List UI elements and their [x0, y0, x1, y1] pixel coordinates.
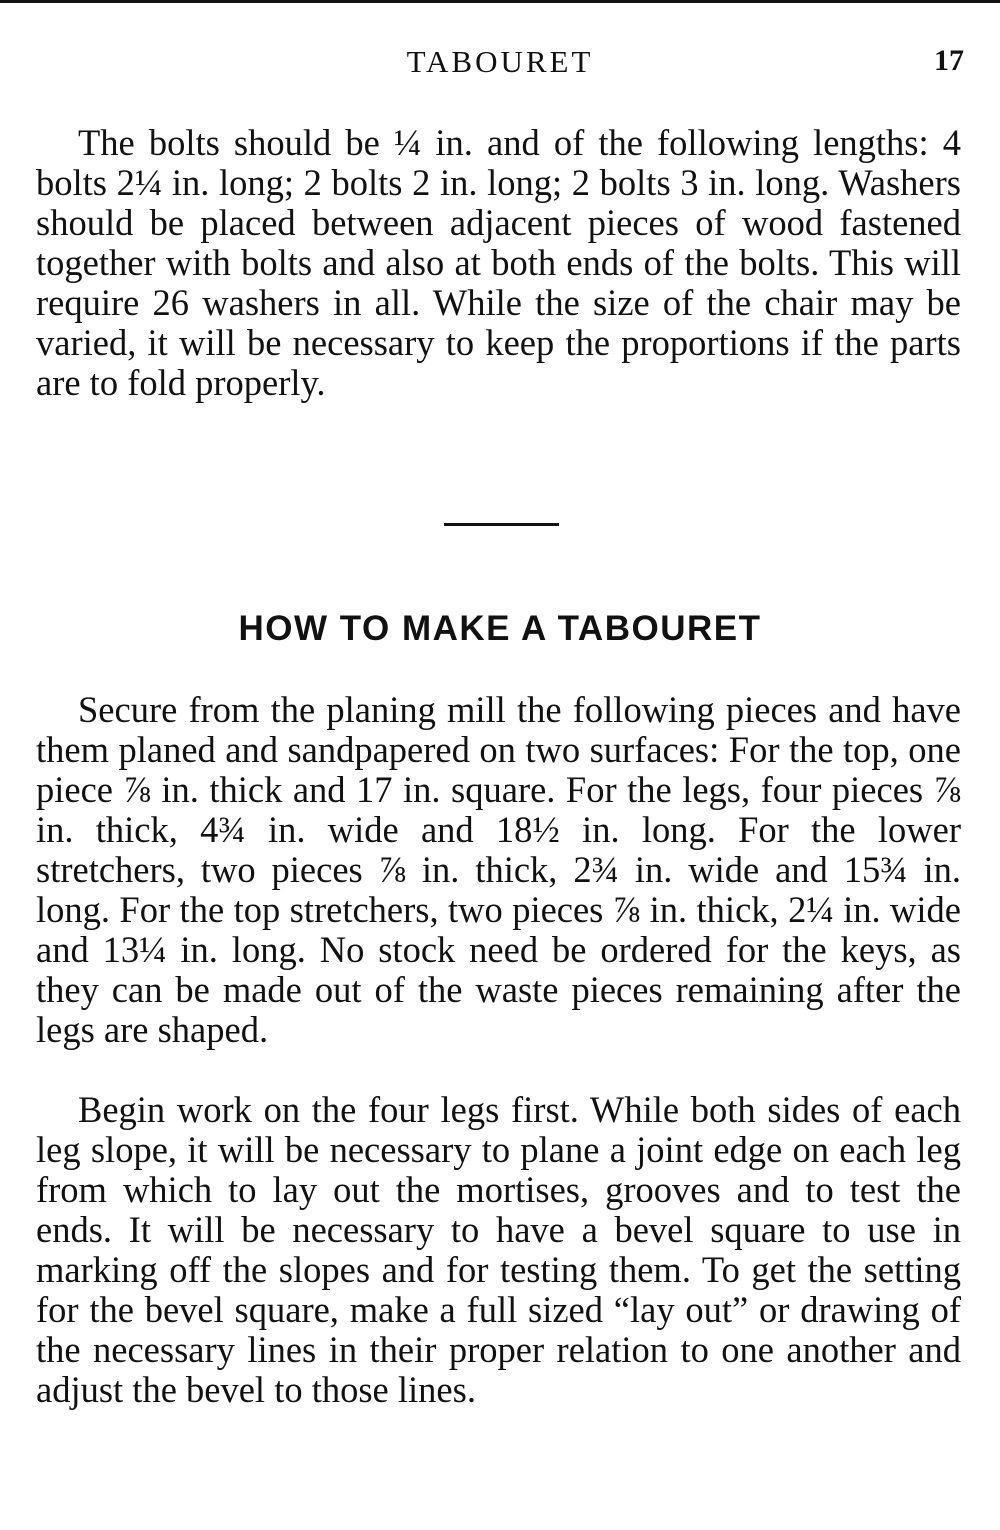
section-divider-rule	[444, 523, 559, 526]
body-paragraph-legs: Begin work on the four legs first. While both sides of each leg slope, it will be necessary to plane a joint edge on each leg from which to lay out the mortises, grooves and to test the ends. It will be necessary to have a bevel square to use in marking off the slopes and for testing them. To get the setting for the bevel square, make a full sized “lay out” or drawing of the necessary lines in their proper relation to one another and adjust the bevel to those lines.	[36, 1089, 961, 1410]
top-border-rule	[0, 0, 1000, 3]
running-header	[0, 44, 1000, 84]
section-heading: HOW TO MAKE A TABOURET	[238, 609, 762, 648]
body-paragraph-materials: Secure from the planing mill the following pieces and have them planed and sandpapered on two surfaces: For the top, one piece ⅞ in. thick and 17 in. square. For the legs, four pieces ⅞ in. thick, 4¾ in. wide and 18½ in. long. For the lower stretchers, two pieces ⅞ in. thick, 2¾ in. wide and 15¾ in. long. For the top stretchers, two pieces ⅞ in. thick, 2¼ in. wide and 13¼ in. long. No stock need be ordered for the keys, as they can be made out of the waste pieces remaining after the legs are shaped.	[36, 689, 961, 1050]
running-title: TABOURET	[406, 44, 594, 79]
body-paragraph-bolts: The bolts should be ¼ in. and of the following lengths: 4 bolts 2¼ in. long; 2 bolts 2 in. long; 2 bolts 3 in. long. Washers should be placed between adjacent pieces of wood fastened together with bolts and also at both ends of the bolts. This will require 26 washers in all. While the size of the chair may be varied, it will be necessary to keep the proportions if the parts are to fold properly.	[36, 122, 961, 403]
page-number: 17	[934, 44, 964, 77]
